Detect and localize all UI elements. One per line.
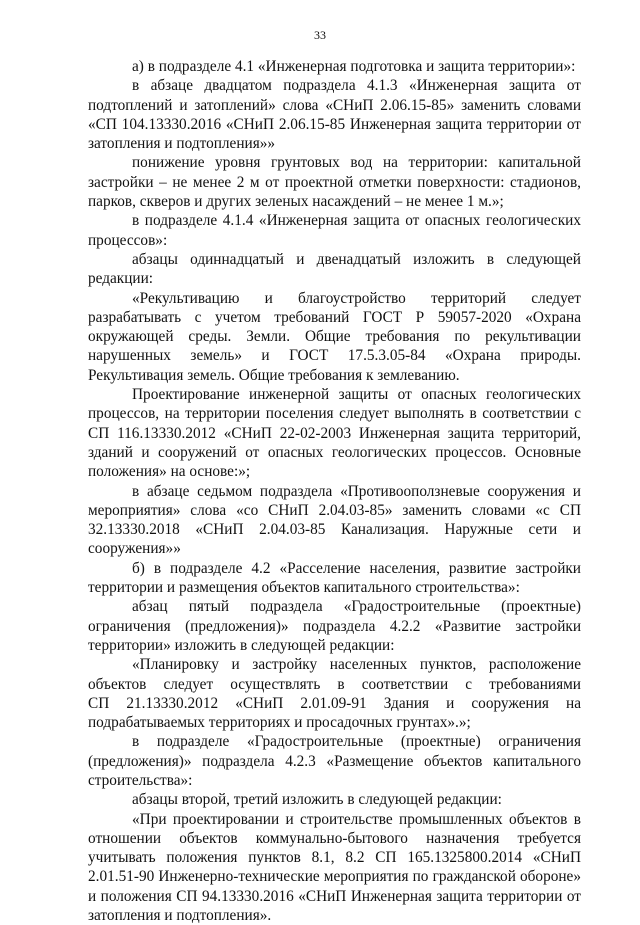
text-line: ограничения (предложения)» подраздела 4.2.2 «Развитие застройки	[88, 617, 581, 635]
text-line: территории и размещения объектов капитального строительства»:	[88, 579, 520, 597]
text-line: СП 21.13330.2012 «СНиП 2.01.09-91 Здания и сооружения на	[88, 694, 581, 712]
text-line: зданий и сооружений от опасных геологических процессов. Основные	[88, 443, 581, 461]
text-line: положения» на основе:»;	[88, 463, 251, 481]
text-line: строительства»:	[88, 771, 193, 789]
text-line: парков, скверов и других зеленых насаждений – не менее 1 м.»;	[88, 193, 504, 211]
text-line: территории» изложить в следующей редакции:	[88, 636, 395, 654]
document-body	[88, 57, 581, 925]
page-number: 33	[314, 28, 326, 42]
text-line: (предложения)» подраздела 4.2.3 «Размещение объектов капитального	[88, 752, 581, 770]
text-line: в подразделе 4.1.4 «Инженерная защита от опасных геологических	[132, 212, 581, 230]
text-line: объектов следует осуществлять в соответствии с требованиями	[88, 675, 581, 693]
text-line: абзацы одиннадцатый и двенадцатый изложить в следующей	[132, 250, 581, 268]
text-line: «СП 104.13330.2016 «СНиП 2.06.15-85 Инженерная защита территории от	[88, 115, 581, 133]
text-line: отношении объектов коммунально-бытового назначения требуется	[88, 829, 581, 847]
text-line: нарушенных земель» и ГОСТ 17.5.3.05-84 «Охрана природы.	[88, 347, 581, 365]
text-line: «При проектировании и строительстве промышленных объектов в	[132, 810, 581, 828]
text-line: СП 116.13330.2012 «СНиП 22-02-2003 Инженерная защита территорий,	[88, 424, 581, 442]
text-line: процессов, на территории поселения следует выполнять в соответствии с	[88, 405, 581, 423]
text-line: а) в подразделе 4.1 «Инженерная подготовка и защита территории»:	[132, 58, 576, 75]
text-line: «Рекультивацию и благоустройство территорий следует	[132, 289, 581, 307]
text-line: подтоплений и затоплений» слова «СНиП 2.06.15-85» заменить словами	[88, 96, 581, 114]
text-line: «Планировку и застройку населенных пунктов, расположение	[132, 656, 581, 674]
text-line: 32.13330.2018 «СНиП 2.04.03-85 Канализация. Наружные сети и	[88, 521, 581, 539]
text-line: подрабатываемых территориях и просадочных грунтах».»;	[88, 714, 471, 732]
text-line: мероприятия» слова «со СНиП 2.04.03-85» заменить словами «с СП	[88, 501, 581, 519]
text-line: застройки – не менее 2 м от проектной отметки поверхности: стадионов,	[88, 173, 581, 191]
text-line: б) в подразделе 4.2 «Расселение населения, развитие застройки	[132, 559, 581, 577]
text-line: Рекультивация земель. Общие требования к землеванию.	[88, 366, 460, 384]
text-line: 2.01.51-90 Инженерно-технические мероприятия по гражданской обороне»	[88, 868, 581, 886]
text-line: процессов»:	[88, 231, 168, 249]
text-line: редакции:	[88, 270, 154, 288]
text-line: затопления и подтопления».	[88, 907, 272, 925]
text-line: в подразделе «Градостроительные (проектные) ограничения	[132, 733, 581, 751]
text-line: понижение уровня грунтовых вод на территории: капитальной	[132, 154, 581, 172]
text-line: учитывать положения пунктов 8.1, 8.2 СП 165.1325800.2014 «СНиП	[88, 849, 581, 867]
text-line: окружающей среды. Земли. Общие требования по рекультивации	[88, 328, 581, 346]
text-line: абзац пятый подраздела «Градостроительные (проектные)	[132, 598, 581, 616]
text-line: разрабатывать с учетом требований ГОСТ Р 59057-2020 «Охрана	[88, 308, 581, 326]
text-line: затопления и подтопления»»	[88, 135, 276, 153]
text-line: в абзаце седьмом подраздела «Противооползневые сооружения и	[132, 482, 581, 500]
text-line: в абзаце двадцатом подраздела 4.1.3 «Инженерная защита от	[132, 77, 581, 95]
text-line: сооружения»»	[88, 540, 181, 558]
text-line: Проектирование инженерной защиты от опасных геологических	[132, 386, 581, 404]
text-line: и положения СП 94.13330.2016 «СНиП Инженерная защита территории от	[88, 887, 581, 905]
text-line: абзацы второй, третий изложить в следующей редакции:	[132, 791, 502, 809]
